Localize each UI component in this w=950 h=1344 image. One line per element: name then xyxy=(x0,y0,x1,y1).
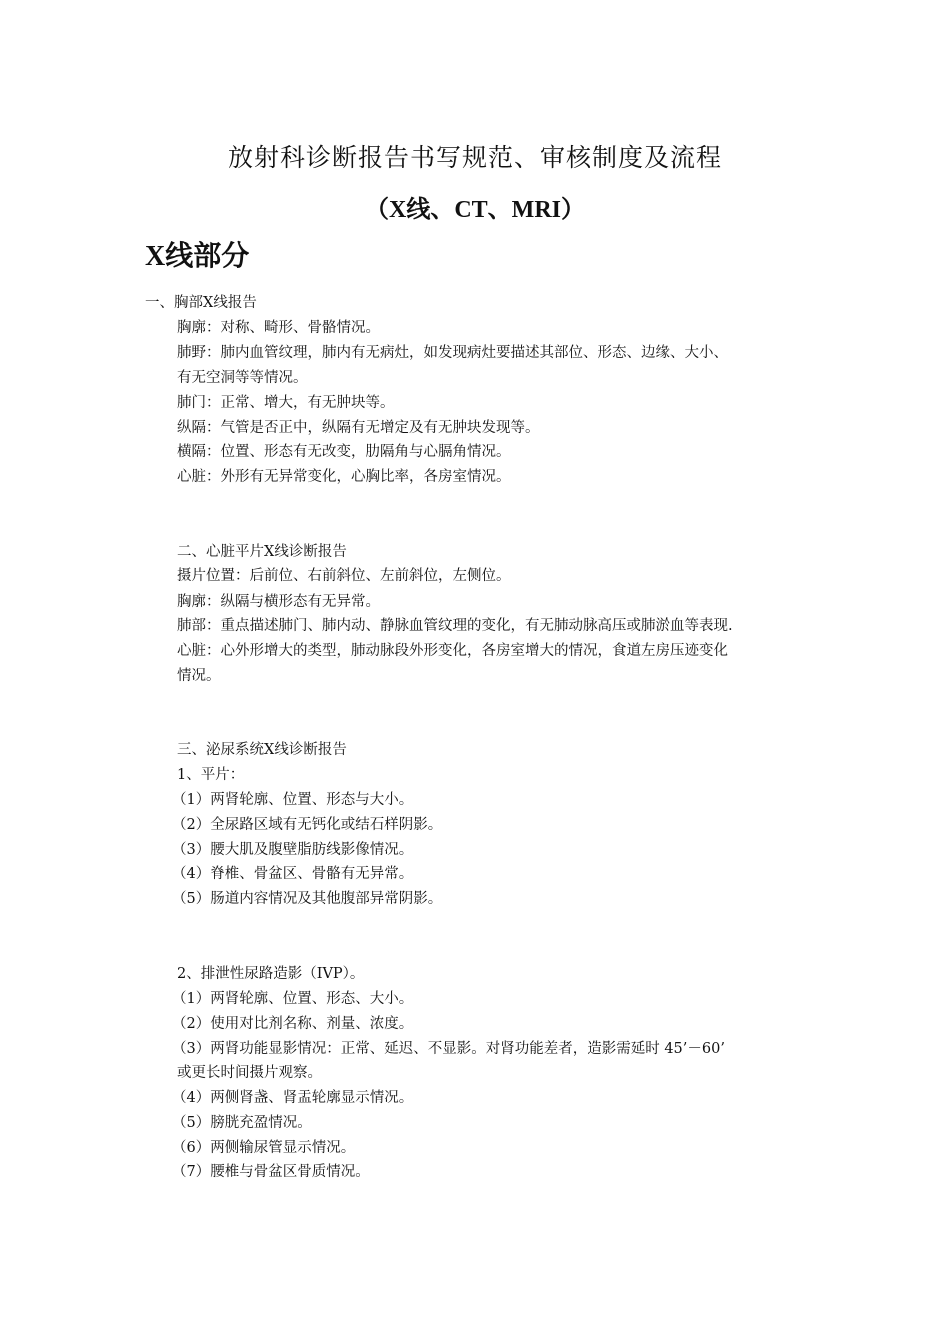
ivp-item: （4）两侧肾盏、肾盂轮廓显示情况。 xyxy=(172,1090,414,1106)
section-heading-chest: 一、胸部X线报告 xyxy=(145,295,257,311)
plain-film-item: （4）脊椎、骨盆区、骨骼有无异常。 xyxy=(172,866,414,882)
chest-line: 有无空洞等等情况。 xyxy=(177,370,308,386)
heart-line: 情况。 xyxy=(177,668,221,684)
heart-line: 胸廓：纵隔与横形态有无异常。 xyxy=(177,594,380,610)
ivp-item: （3）两肾功能显影情况：正常、延迟、不显影。对肾功能差者，造影需延时 45’－60’ xyxy=(172,1041,725,1057)
section-heading-urinary: 三、泌尿系统X线诊断报告 xyxy=(177,742,347,758)
chest-line: 肺门：正常、增大，有无肿块等。 xyxy=(177,395,395,411)
ivp-item: 或更长时间摄片观察。 xyxy=(177,1065,322,1081)
heart-line: 心脏：心外形增大的类型，肺动脉段外形变化，各房室增大的情况，食道左房压迹变化 xyxy=(177,643,728,659)
heart-line: 肺部：重点描述肺门、肺内动、静脉血管纹理的变化，有无肺动脉高压或肺淤血等表现. xyxy=(177,618,733,634)
chest-line: 胸廓：对称、畸形、骨骼情况。 xyxy=(177,320,380,336)
plain-film-item: （1）两肾轮廓、位置、形态与大小。 xyxy=(172,792,414,808)
heart-line: 摄片位置：后前位、右前斜位、左前斜位，左侧位。 xyxy=(177,568,511,584)
ivp-item: （7）腰椎与骨盆区骨质情况。 xyxy=(172,1164,370,1180)
ivp-item: （5）膀胱充盈情况。 xyxy=(172,1115,312,1131)
chest-line: 横隔：位置、形态有无改变，肋隔角与心膈角情况。 xyxy=(177,444,511,460)
part-heading xyxy=(145,236,249,277)
ivp-item: （1）两肾轮廓、位置、形态、大小。 xyxy=(172,991,414,1007)
chest-line: 心脏：外形有无异常变化，心胸比率，各房室情况。 xyxy=(177,469,511,485)
document-subtitle-text: （X线、CT、MRI） xyxy=(365,197,585,223)
chest-line: 肺野：肺内血管纹理，肺内有无病灶，如发现病灶要描述其部位、形态、边缘、大小、 xyxy=(177,345,728,361)
plain-film-item: （5）肠道内容情况及其他腹部异常阴影。 xyxy=(172,891,443,907)
document-title: 放射科诊断报告书写规范、审核制度及流程 xyxy=(227,143,722,172)
plain-film-title: 1、平片： xyxy=(177,767,245,783)
chest-line: 纵隔：气管是否正中，纵隔有无增定及有无肿块发现等。 xyxy=(177,420,540,436)
ivp-item: （6）两侧输尿管显示情况。 xyxy=(172,1140,356,1156)
ivp-item: （2）使用对比剂名称、剂量、浓度。 xyxy=(172,1016,414,1032)
plain-film-item: （3）腰大肌及腹壁脂肪线影像情况。 xyxy=(172,842,414,858)
ivp-title: 2、排泄性尿路造影（IVP）。 xyxy=(177,966,365,982)
part-heading-text: X线部分 xyxy=(145,241,250,272)
section-heading-heart: 二、心脏平片X线诊断报告 xyxy=(177,544,347,560)
document-subtitle xyxy=(0,191,950,228)
plain-film-item: （2）全尿路区域有无钙化或结石样阴影。 xyxy=(172,817,443,833)
